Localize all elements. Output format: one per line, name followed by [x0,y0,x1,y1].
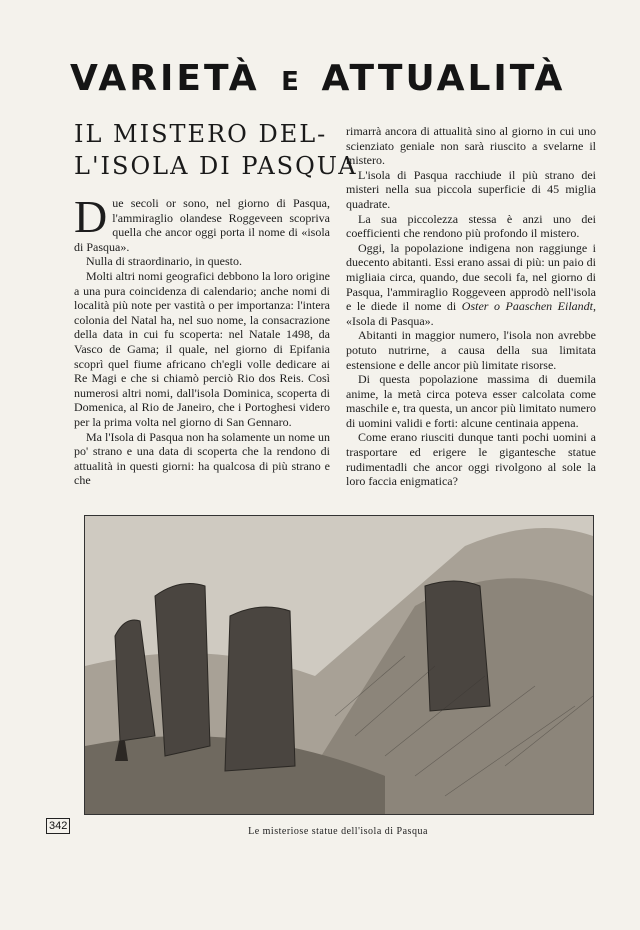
moai-statue-center [225,607,295,771]
article-title [74,118,358,182]
masthead-varieta: VARIETÀ [70,58,260,99]
paragraph: Abitanti in maggior numero, l'isola non avrebbe potuto nutrirne, a causa della sua limitata estensione e delle ancor più limitate risorse. [346,328,596,372]
paragraph: La sua piccolezza stessa è anzi uno dei coefficienti che rendono più profondo il mistero. [346,211,596,241]
right-text-column [346,124,596,489]
left-text-column [74,191,330,488]
paragraph: Di questa popolazione massima di duemila anime, la metà circa poteva esser calcolata come maschile e, tra questa, un ancor più limitato numero di uomini validi e forti: alcune centinaia appena. [346,372,596,430]
article-title-line-1: IL MISTERO DEL- [74,120,328,148]
article-title-line-2: L'ISOLA DI PASQUA [74,152,358,180]
paragraph: L'isola di Pasqua racchiude il più strano dei misteri nella sua piccola superficie di 45 miglia quadrate. [346,167,596,211]
section-masthead [70,58,600,99]
paragraph [346,241,596,329]
moai-statue-right [425,581,490,711]
paragraph: Molti altri nomi geografici debbono la loro origine a una pura coincidenza di calendario; anche nomi di località più note per vastità o per importanza: l'intera colonia del Natal ha, nel suo nome, la consacrazione della data in cui fu scoperta: nel Natale 1498, da Vasco de Gama; il quale, nel giorno di Epifania scoprì quel fiume africano ch'egli volle dedicare ai Re Magi e che si chiamò perciò Rio dos Reis. Così numerosi altri nomi, dall'isola Dominica, scoperta di Domenica, al Rio de Janeiro, che i Portoghesi videro per la prima volta nel giorno di San Gennaro. [74,268,330,429]
paragraph: Come erano riusciti dunque tanti pochi uomini a trasportare ed erigere le gigantesche statue rudimentadli che ancor oggi rivolgono al sole la loro faccia enigmatica? [346,430,596,489]
paragraph: Nulla di straordinario, in questo. [86,254,242,269]
easter-island-statues-illustration [84,515,594,815]
paragraph-text: Oggi, la popolazione indigena non raggiunge i duecento abitanti. Essi erano assai di più: un paio di migliaia circa, quando, due secoli fa, nel giorno di Pasqua, l'ammiraglio Roggeveen approdò nell'isola e le diede il nome di [346,240,596,314]
drop-cap: D [74,191,108,242]
illustration-drawing [85,516,593,814]
paragraph: Ma l'Isola di Pasqua non ha solamente un nome un po' strano e una data di scoperta che la rendono di attualità in questi giorni: ha qualcosa di più strano e che [74,429,330,488]
dutch-island-name: Oster o Paaschen Eilandt [461,299,593,314]
masthead-connector: E [281,67,300,97]
moai-statue-left [155,584,210,756]
illustration-caption: Le misteriose statue dell'isola di Pasqua [248,826,428,837]
paragraph: rimarrà ancora di attualità sino al giorno in cui uno scienziato geniale non sarà riuscito a svelarne il mistero. [346,124,596,168]
paragraph-text: , «Isola di Pasqua». [346,299,596,328]
paragraph [74,191,330,254]
page-number: 342 [46,818,70,834]
paragraph-text: ue secoli or sono, nel giorno di Pasqua, l'ammiraglio olandese Roggeveen scopriva quella che ancor oggi porta il nome di «isola di Pasqua». [74,196,330,254]
masthead-attualita: ATTUALITÀ [321,58,566,99]
